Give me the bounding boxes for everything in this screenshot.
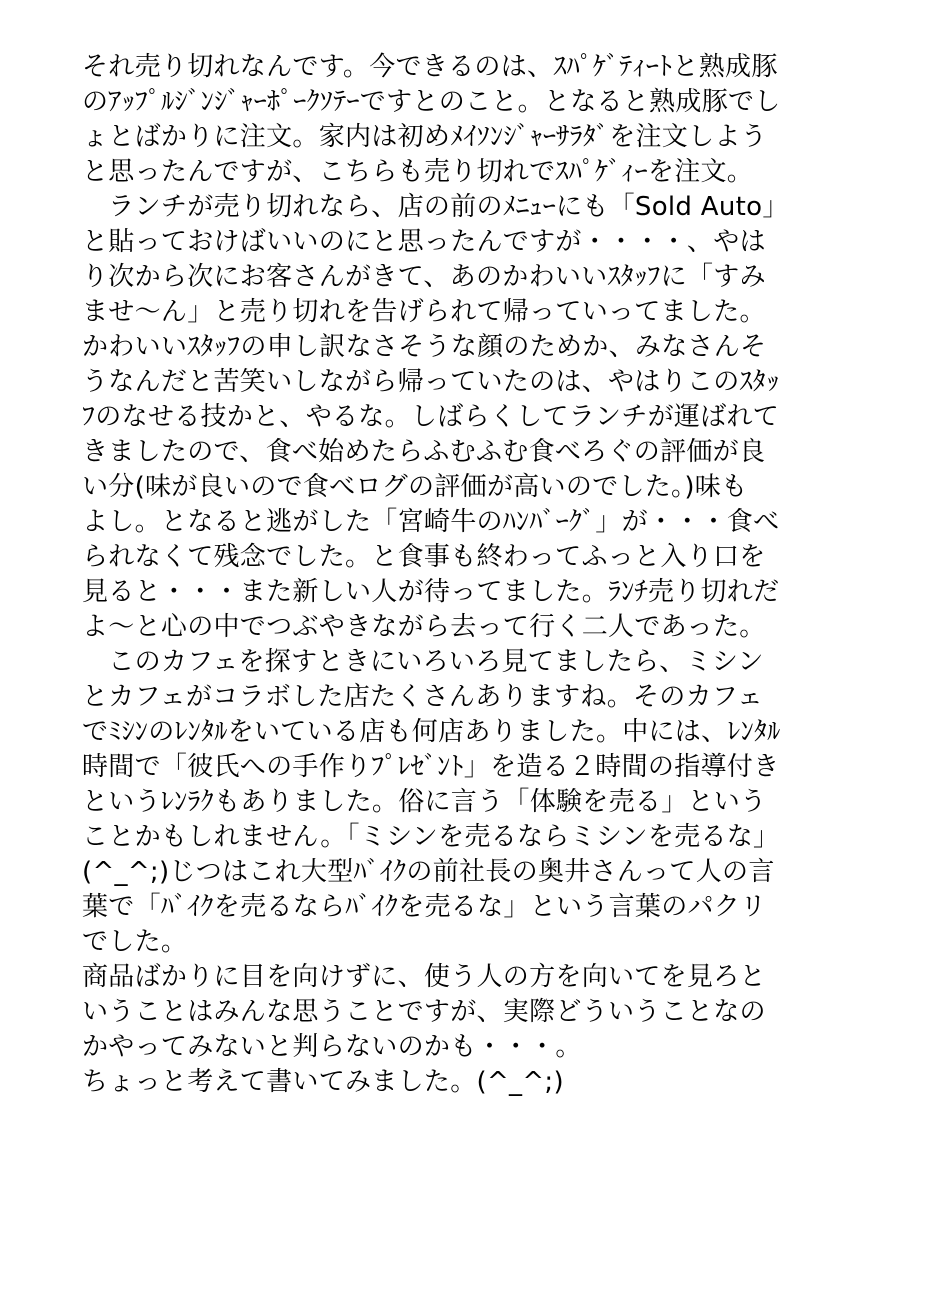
text-line: でﾐｼﾝのﾚﾝﾀﾙをいている店も何店ありました。中には、ﾚﾝﾀﾙ [82, 717, 781, 747]
text-line: いうことはみんな思うことですが、実際どういうことなの [82, 997, 766, 1027]
text-line: られなくて残念でした。と食事も終わってふっと入り口を [82, 542, 766, 572]
text-line: い分(味が良いので食べログの評価が高いのでした。)味も [82, 472, 748, 502]
text-line: と貼っておけばいいのにと思ったんですが・・・・、やは [82, 227, 766, 257]
text-line: よ～と心の中でつぶやきながら去って行く二人であった。 [82, 612, 766, 642]
text-line: ﾌのなせる技かと、やるな。しばらくしてランチが運ばれて [82, 402, 780, 432]
text-line: かやってみないと判らないのかも・・・。 [82, 1032, 582, 1062]
text-line: 商品ばかりに目を向けずに、使う人の方を向いてを見ろと [82, 962, 766, 992]
text-line: というﾚﾝﾗｸもありました。俗に言う「体験を売る」という [82, 787, 767, 817]
text-line: かわいいｽﾀｯﾌの申し訳なさそうな顔のためか、みなさんそ [82, 332, 767, 362]
text-line: ませ～ん」と売り切れを告げられて帰っていってました。 [82, 297, 766, 327]
text-line: このカフェを探すときにいろいろ見てましたら、ミシン [82, 647, 764, 677]
text-line: ちょっと考えて書いてみました。(^_^;) [82, 1067, 564, 1097]
text-line: 葉で「ﾊﾞｲｸを売るならﾊﾞｲｸを売るな」という言葉のパクリ [82, 892, 767, 922]
text-line: ょとばかりに注文。家内は初めﾒｲｿﾝｼﾞｬｰｻﾗﾀﾞを注文しよう [82, 122, 768, 152]
text-line: ことかもしれません。｢ミシンを売るならミシンを売るな｣ [82, 822, 767, 852]
text-line: のｱｯﾌﾟﾙｼﾞﾝｼﾞｬｰﾎﾟｰｸｿﾃｰですとのこと。となると熟成豚でし [82, 87, 781, 117]
text-line: り次から次にお客さんがきて、あのかわいいｽﾀｯﾌに「すみ [82, 262, 766, 292]
text-line: 時間で「彼氏への手作りﾌﾟﾚｾﾞﾝﾄ」を造る２時間の指導付き [82, 752, 780, 782]
text-line: よし。となると逃がした「宮崎牛のﾊﾝﾊﾞｰｸﾞ」が・・・食べ [82, 507, 780, 537]
text-line: 見ると・・・また新しい人が待ってました。ﾗﾝﾁ売り切れだ [82, 577, 780, 607]
document-body [82, 50, 857, 1100]
text-line: (^_^;)じつはこれ大型ﾊﾞｲｸの前社長の奥井さんって人の言 [82, 857, 775, 887]
text-line: と思ったんですが、こちらも売り切れでｽﾊﾟｹﾞｨｰを注文。 [82, 157, 754, 187]
text-line: うなんだと苦笑いしながら帰っていたのは、やはりこのｽﾀｯ [82, 367, 780, 397]
text-line: ランチが売り切れなら、店の前のﾒﾆｭｰにも「Sold Auto」 [82, 192, 789, 222]
text-line: とカフェがコラボした店たくさんありますね。そのカフェ [82, 682, 764, 712]
text-line: きましたので、食べ始めたらふむふむ食べろぐの評価が良 [82, 437, 766, 467]
text-line: でした。 [82, 927, 188, 957]
text-line: それ売り切れなんです。今できるのは、ｽﾊﾟｹﾞﾃｨｰﾄと熟成豚 [82, 52, 778, 82]
